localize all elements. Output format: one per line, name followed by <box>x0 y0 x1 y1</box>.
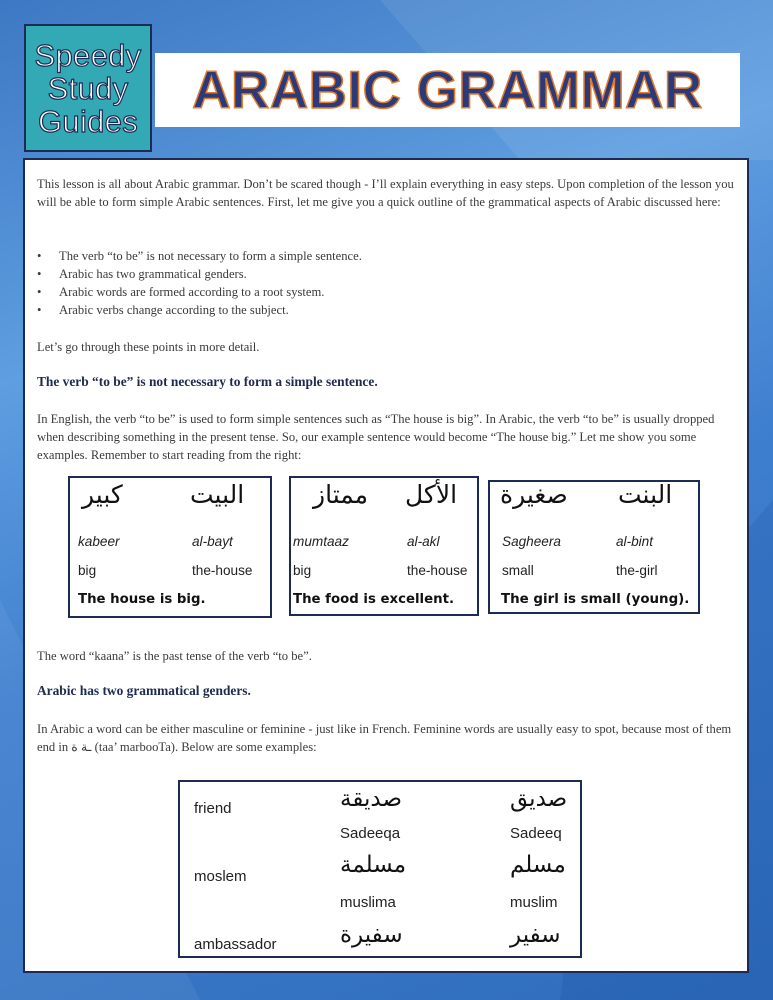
arabic-feminine: مسلمة <box>340 852 407 878</box>
transliteration-masculine: muslim <box>510 894 558 911</box>
transliteration-left: kabeer <box>78 534 120 549</box>
gender-row-english: ambassador <box>194 936 277 953</box>
example-box-food <box>289 476 479 616</box>
bullet-item: • Arabic has two grammatical genders. <box>37 265 737 283</box>
transliteration-feminine: Sadeeqa <box>340 825 401 842</box>
arabic-word-left: ممتاز <box>313 480 369 509</box>
section1-paragraph: In English, the verb “to be” is used to form simple sentences such as “The house is big”. In Arabic, the verb “to be” is usually dropped when describing something in the present tense. So, our example sentence would become “The house big.” Let me show you some examples. Remember to start reading from the right: <box>37 412 715 462</box>
arabic-word-left: كبير <box>82 480 123 509</box>
outline-list <box>37 247 737 319</box>
arabic-masculine: صديق <box>510 786 568 812</box>
title-band <box>155 53 740 127</box>
transliteration-left: Sagheera <box>502 534 561 549</box>
gloss-left: big <box>293 563 312 578</box>
arabic-feminine: سفيرة <box>340 922 403 948</box>
example-sentence: The house is big. <box>78 592 206 607</box>
example-sentence: The girl is small (young). <box>501 592 690 607</box>
transliteration-left: mumtaaz <box>293 534 349 549</box>
gloss-left: small <box>502 563 534 578</box>
section1-heading: The verb “to be” is not necessary to form a simple sentence. <box>37 374 378 389</box>
gloss-right: the-house <box>407 563 468 578</box>
example-sentence: The food is excellent. <box>293 592 454 607</box>
gloss-right: the-girl <box>616 563 658 578</box>
intro-paragraph: This lesson is all about Arabic grammar. Don’t be scared though - I’ll explain everything in easy steps. Upon completion of the lesson you will be able to form simple Arabic sentences. First, let me give you a quick outline of the grammatical aspects of Arabic discussed here: <box>37 177 734 209</box>
bullet-item: • The verb “to be” is not necessary to form a simple sentence. <box>37 247 737 265</box>
arabic-word-right: البيت <box>190 480 245 509</box>
bullet-item: • Arabic words are formed according to a root system. <box>37 283 737 301</box>
section2-paragraph: In Arabic a word can be either masculine or feminine - just like in French. Feminine words are usually easy to spot, because most of them end in ـة ة (taa’ marbooTa). Below are some examples: <box>37 722 732 754</box>
transliteration-right: al-bint <box>616 534 654 549</box>
transliteration-masculine: Sadeeq <box>510 825 562 842</box>
page-title: ARABIC GRAMMAR <box>192 60 703 120</box>
transliteration-right: al-bayt <box>192 534 233 549</box>
content-panel <box>23 158 749 973</box>
gender-row-english: moslem <box>194 868 247 885</box>
arabic-feminine: صديقة <box>340 786 402 812</box>
logo-line-2: Study <box>47 70 129 106</box>
arabic-word-right: الأكل <box>405 480 458 509</box>
example-box-house <box>68 476 272 618</box>
detail-intro: Let’s go through these points in more detail. <box>37 340 260 354</box>
transliteration-feminine: muslima <box>340 894 396 911</box>
logo-line-1: Speedy <box>34 37 142 73</box>
logo-line-3: Guides <box>37 103 139 139</box>
bullet-item: • Arabic verbs change according to the subject. <box>37 301 737 319</box>
section2-heading: Arabic has two grammatical genders. <box>37 683 251 698</box>
gloss-right: the-house <box>192 563 253 578</box>
arabic-word-right: البنت <box>618 480 673 509</box>
example-box-girl <box>488 480 700 614</box>
speedy-study-guides-logo <box>24 24 152 152</box>
arabic-word-left: صغيرة <box>500 480 568 509</box>
gloss-left: big <box>78 563 97 578</box>
kaana-note: The word “kaana” is the past tense of the verb “to be”. <box>37 649 312 663</box>
gender-examples-table <box>178 780 582 958</box>
arabic-masculine: سفير <box>510 922 561 948</box>
gender-row-english: friend <box>194 800 232 817</box>
transliteration-right: al-akl <box>407 534 440 549</box>
arabic-masculine: مسلم <box>510 852 566 878</box>
